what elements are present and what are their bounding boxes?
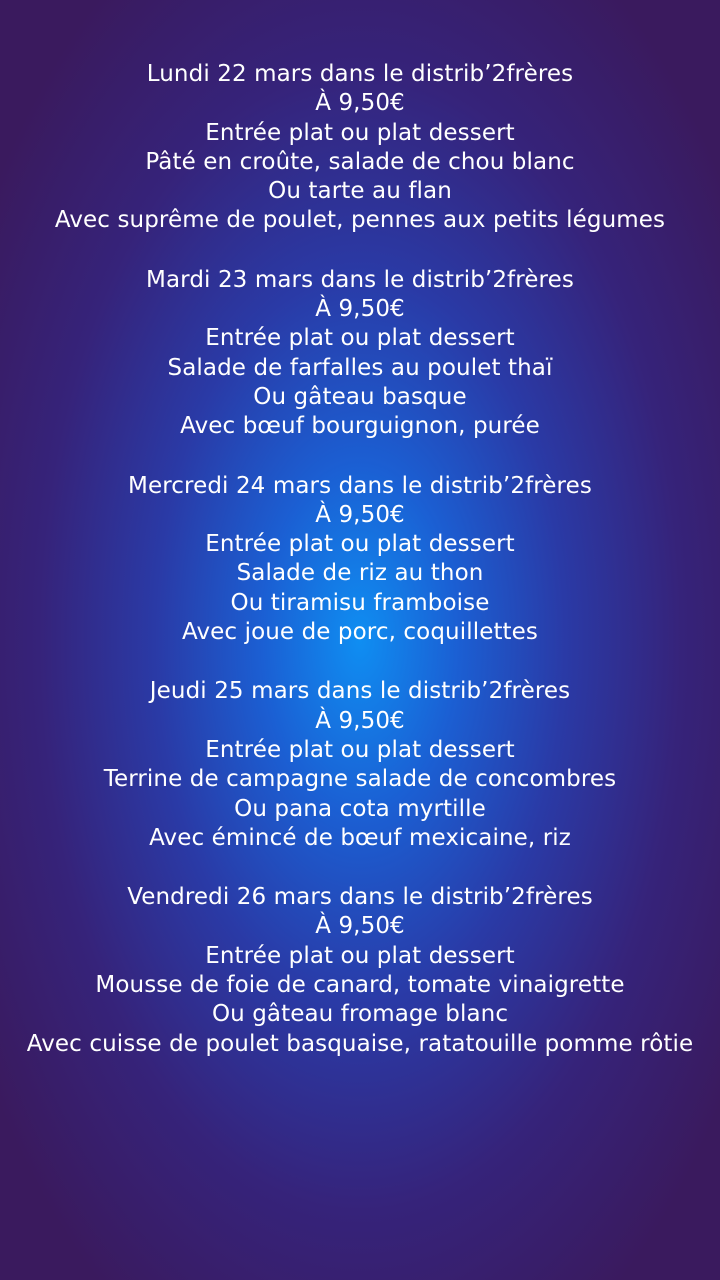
day-main: Avec joue de porc, coquillettes	[181, 619, 539, 646]
day-dessert: Ou gâteau basque	[253, 383, 467, 410]
day-formula: Entrée plat ou plat dessert	[205, 325, 515, 352]
day-main: Avec cuisse de poulet basquaise, ratatouille pomme rôtie	[26, 1030, 694, 1057]
day-formula: Entrée plat ou plat dessert	[205, 119, 515, 146]
day-price: À 9,50€	[315, 90, 405, 117]
day-starter: Salade de riz au thon	[236, 560, 484, 587]
day-title: Mercredi 24 mars dans le distrib’2frères	[128, 472, 592, 499]
day-price: À 9,50€	[315, 501, 405, 528]
menu-day-thursday	[0, 677, 720, 853]
day-main: Avec émincé de bœuf mexicaine, riz	[149, 824, 571, 851]
weekly-menu	[0, 60, 720, 1089]
day-title: Vendredi 26 mars dans le distrib’2frères	[127, 884, 593, 911]
day-dessert: Ou pana cota myrtille	[234, 795, 486, 822]
menu-day-monday	[0, 60, 720, 236]
day-main: Avec suprême de poulet, pennes aux petits légumes	[54, 207, 666, 234]
day-starter: Mousse de foie de canard, tomate vinaigrette	[95, 972, 625, 999]
day-dessert: Ou tarte au flan	[268, 178, 452, 205]
day-starter: Pâté en croûte, salade de chou blanc	[145, 148, 575, 175]
menu-day-wednesday	[0, 472, 720, 648]
menu-day-tuesday	[0, 266, 720, 442]
day-title: Lundi 22 mars dans le distrib’2frères	[146, 61, 574, 87]
day-price: À 9,50€	[315, 296, 405, 323]
day-title: Mardi 23 mars dans le distrib’2frères	[146, 266, 574, 293]
day-title: Jeudi 25 mars dans le distrib’2frères	[149, 678, 571, 705]
day-formula: Entrée plat ou plat dessert	[205, 531, 515, 558]
day-starter: Terrine de campagne salade de concombres	[103, 766, 617, 793]
day-main: Avec bœuf bourguignon, purée	[180, 413, 540, 440]
day-dessert: Ou tiramisu framboise	[230, 589, 490, 616]
day-starter: Salade de farfalles au poulet thaï	[167, 354, 553, 381]
day-dessert: Ou gâteau fromage blanc	[211, 1001, 509, 1028]
day-formula: Entrée plat ou plat dessert	[205, 736, 515, 763]
day-price: À 9,50€	[315, 707, 405, 734]
menu-day-friday	[0, 883, 720, 1059]
day-formula: Entrée plat ou plat dessert	[205, 942, 515, 969]
day-price: À 9,50€	[315, 913, 405, 940]
